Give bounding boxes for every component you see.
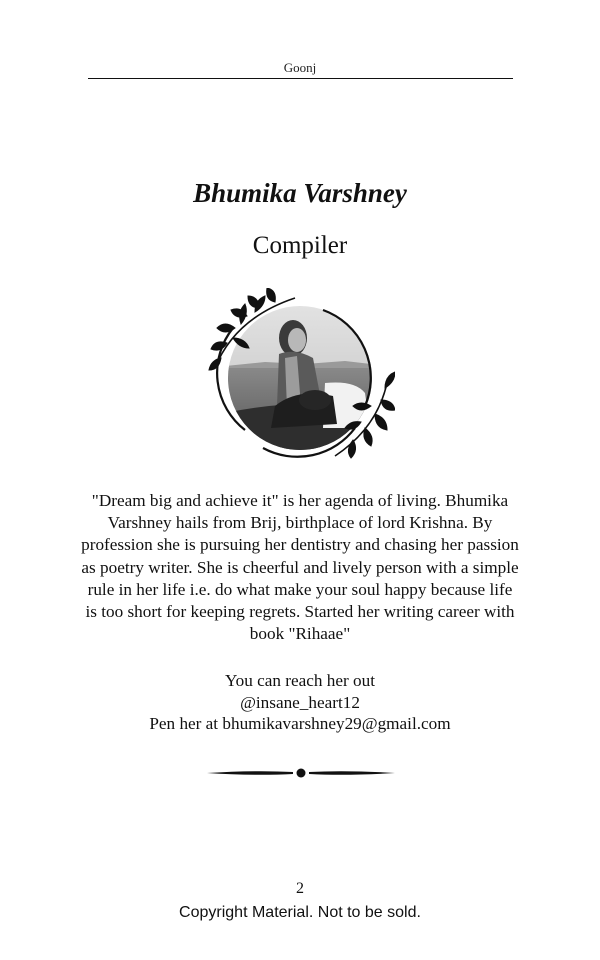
running-header: Goonj bbox=[283, 60, 317, 75]
author-role: Compiler bbox=[252, 232, 348, 259]
author-name: Bhumika Varshney bbox=[193, 178, 407, 208]
contact-email: Pen her at bhumikavarshney29@gmail.com bbox=[149, 714, 451, 733]
contact-intro: You can reach her out bbox=[224, 671, 376, 690]
page-number: 2 bbox=[296, 880, 304, 897]
author-bio: "Dream big and achieve it" is her agenda of living. Bhumika Varshney hails from Brij, birthplace of lord Krishna. By profession she is pursuing her dentistry and chasing her passion as poetry writer. She is cheerful and lively person with a simple rule in her life i.e. do what make your soul happy because life is too short for keeping regrets. Started her writing career with book "Rihaae" bbox=[81, 491, 519, 644]
contact-block bbox=[60, 670, 540, 735]
header-rule bbox=[88, 78, 513, 79]
contact-handle: @insane_heart12 bbox=[240, 692, 360, 712]
ornamental-divider bbox=[205, 764, 397, 782]
author-portrait bbox=[205, 288, 395, 468]
copyright-notice: Copyright Material. Not to be sold. bbox=[179, 904, 421, 921]
